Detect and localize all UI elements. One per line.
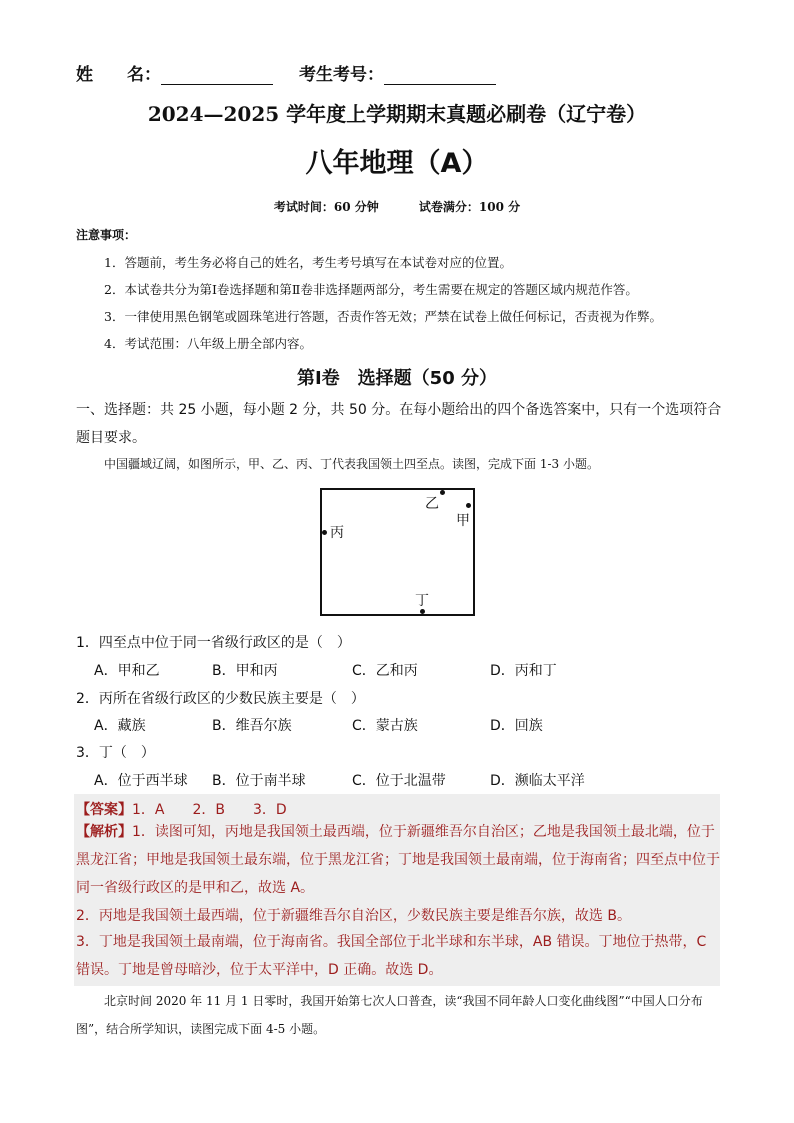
q2-option-a[interactable]: A．藏族 xyxy=(94,718,146,734)
subject-title: 八年地理（A） xyxy=(305,148,489,179)
territory-extremes-map xyxy=(320,488,475,616)
answer-text: 1．A 2．B 3．D xyxy=(132,802,287,818)
point-yi-label: 乙 xyxy=(425,496,439,512)
point-ding-label: 丁 xyxy=(415,593,429,609)
q1-option-b[interactable]: B．甲和丙 xyxy=(212,663,278,679)
analysis-1-text: 1．读图可知，丙地是我国领土最西端，位于新疆维吾尔自治区；乙地是我国领土最北端，位于黑龙江省；甲地是我国领土最东端，位于黑龙江省；丁地是我国领土最南端，位于海南省；四至点中位于同一省级行政区的是甲和乙，故选 A。 xyxy=(76,824,720,896)
full-score: 试卷满分：100 分 xyxy=(418,200,521,214)
analysis-3: 3．丁地是我国领土最南端，位于海南省。我国全部位于北半球和东半球，AB 错误。丁地位于热带，C 错误。丁地是曾母暗沙，位于太平洋中，D 正确。故选 D。 xyxy=(76,934,707,978)
q2-option-d[interactable]: D．回族 xyxy=(490,718,543,734)
point-yi-dot xyxy=(440,490,445,495)
answer-label: 【答案】 xyxy=(76,802,132,818)
name-label: 姓 名： xyxy=(76,65,161,85)
q1-option-a[interactable]: A．甲和乙 xyxy=(94,663,160,679)
exam-title: 2024—2025 学年度上学期期末真题必刷卷（辽宁卷） xyxy=(147,102,647,126)
q3-option-d[interactable]: D．濒临太平洋 xyxy=(490,773,585,789)
student-info-line xyxy=(76,60,496,85)
exam-number-label: 考生考号： xyxy=(299,65,384,85)
q1-option-c[interactable]: C．乙和丙 xyxy=(352,663,418,679)
next-question-intro: 北京时间 2020 年 11 月 1 日零时，我国开始第七次人口普查，读“我国不同年龄人口变化曲线图”“中国人口分布图”，结合所学知识，读图完成下面 4-5 小题。 xyxy=(76,994,703,1036)
question-3-stem: 3．丁（ ） xyxy=(76,745,155,761)
question-2-stem: 2．丙所在省级行政区的少数民族主要是（ ） xyxy=(76,691,365,707)
point-bing-label: 丙 xyxy=(330,525,344,541)
exam-number-blank[interactable] xyxy=(384,68,496,85)
q1-option-d[interactable]: D．丙和丁 xyxy=(490,663,557,679)
notice-item: 1．答题前，考生务必将自己的姓名，考生考号填写在本试卷对应的位置。 xyxy=(104,255,512,270)
analysis-2: 2．丙地是我国领土最西端，位于新疆维吾尔自治区，少数民族主要是维吾尔族，故选 B。 xyxy=(76,908,631,924)
point-bing-dot xyxy=(322,530,327,535)
notice-item: 3．一律使用黑色钢笔或圆珠笔进行答题，否责作答无效；严禁在试卷上做任何标记，否责视为作弊。 xyxy=(104,309,662,324)
point-jia-dot xyxy=(466,503,471,508)
question-intro: 中国疆域辽阔，如图所示，甲、乙、丙、丁代表我国领土四至点。读图，完成下面 1-3 小题。 xyxy=(104,457,599,471)
q3-option-c[interactable]: C．位于北温带 xyxy=(352,773,446,789)
analysis-label: 【解析】 xyxy=(76,824,132,840)
analysis-1 xyxy=(76,818,720,902)
q3-option-b[interactable]: B．位于南半球 xyxy=(212,773,306,789)
point-jia-label: 甲 xyxy=(456,513,470,529)
notice-item: 2．本试卷共分为第Ⅰ卷选择题和第Ⅱ卷非选择题两部分，考生需要在规定的答题区域内规范作答。 xyxy=(104,282,638,297)
q2-option-c[interactable]: C．蒙古族 xyxy=(352,718,418,734)
q2-option-b[interactable]: B．维吾尔族 xyxy=(212,718,292,734)
question-1-stem: 1．四至点中位于同一省级行政区的是（ ） xyxy=(76,635,351,651)
section-instructions: 一、选择题：共 25 小题，每小题 2 分，共 50 分。在每小题给出的四个备选答案中，只有一个选项符合题目要求。 xyxy=(76,402,722,446)
exam-info xyxy=(0,198,794,215)
name-blank[interactable] xyxy=(161,68,273,85)
section-title: 第Ⅰ卷 选择题（50 分） xyxy=(296,368,497,389)
q3-option-a[interactable]: A．位于西半球 xyxy=(94,773,188,789)
notice-title: 注意事项： xyxy=(76,228,137,242)
notice-item: 4．考试范围：八年级上册全部内容。 xyxy=(104,336,312,351)
exam-time: 考试时间：60 分钟 xyxy=(273,200,379,214)
